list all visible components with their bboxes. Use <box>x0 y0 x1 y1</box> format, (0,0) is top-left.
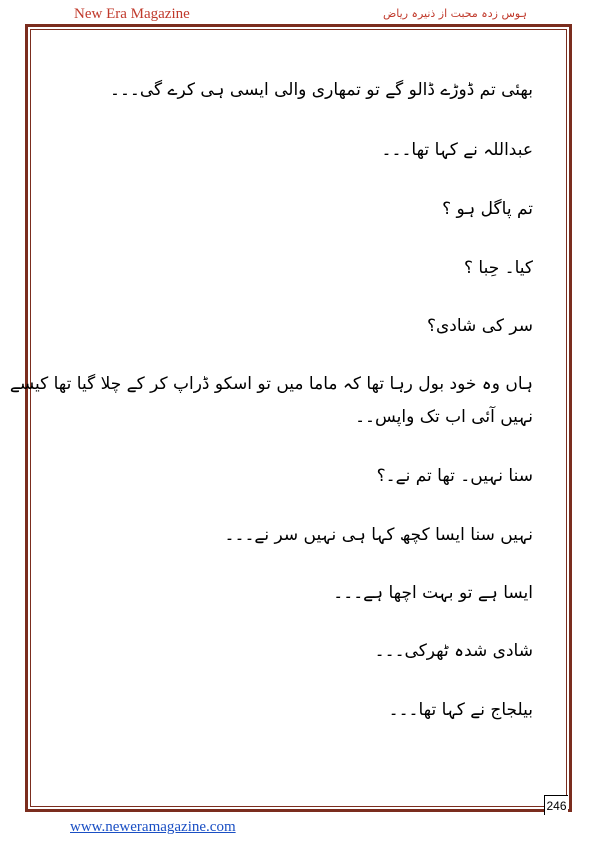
paragraph: ہاں وہ خود بول رہا تھا کہ ماما میں تو اسکو ڈراپ کر کے چلا گیا تھا کیسے <box>9 374 533 394</box>
paragraph: ایسا ہے تو بہت اچھا ہے۔۔۔ <box>333 583 533 603</box>
paragraph: بیلجاج نے کہا تھا۔۔۔ <box>388 700 533 720</box>
novel-title: ہوس زدہ محبت از ذنیرہ ریاض <box>383 7 527 20</box>
website-link[interactable]: www.neweramagazine.com <box>70 819 236 835</box>
paragraph: شادی شدہ ٹھرکی۔۔۔ <box>374 641 533 661</box>
paragraph: سر کی شادی؟ <box>426 316 533 336</box>
paragraph: سنا نہیں۔ تھا تم نے۔؟ <box>376 466 533 486</box>
paragraph: عبداللہ نے کہا تھا۔۔۔ <box>381 140 533 160</box>
paragraph: بھئی تم ڈوڑے ڈالو گے تو تمھاری والی ایسی ہی کرے گی۔۔۔ <box>110 80 533 100</box>
paragraph: نہیں آئی اب تک واپس۔۔ <box>355 407 533 427</box>
magazine-name: New Era Magazine <box>74 6 190 22</box>
paragraph: کیا۔ حِبا ؟ <box>463 258 533 278</box>
paragraph: تم پاگل ہو ؟ <box>442 199 533 219</box>
page-number: 246 <box>544 795 568 815</box>
paragraph: نہیں سنا ایسا کچھ کہا ہی نہیں سر نے۔۔۔ <box>224 525 533 545</box>
